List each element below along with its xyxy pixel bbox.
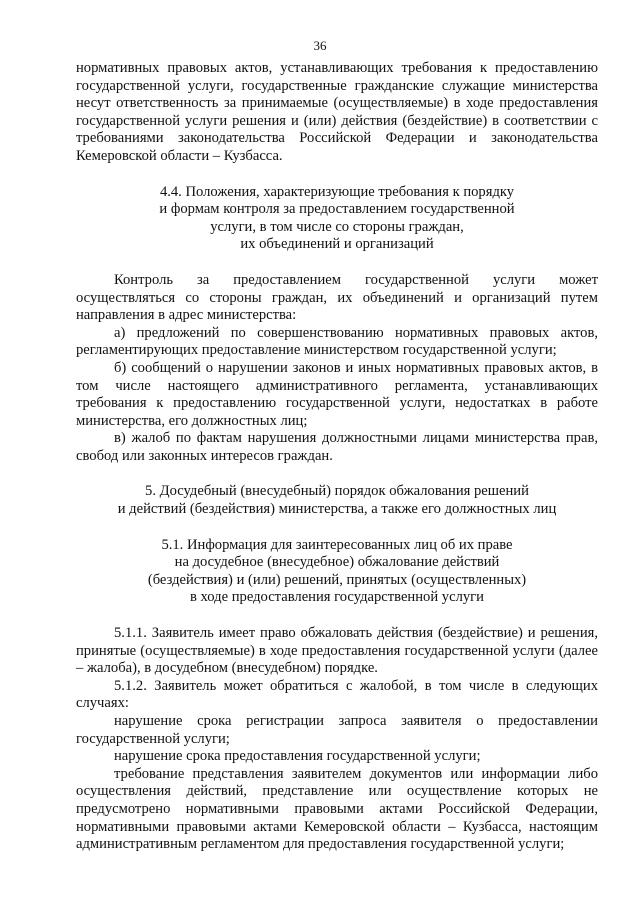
paragraph-case-registration: нарушение срока регистрации запроса заявителя о предоставлении государственной услуги;	[76, 713, 598, 747]
section-4-4-heading-line-3: услуги, в том числе со стороны граждан,	[210, 218, 464, 235]
section-4-4-heading-line-2: и формам контроля за предоставлением государственной	[159, 201, 515, 218]
section-5-1-heading-line-2: на досудебное (внесудебное) обжалование действий	[174, 554, 500, 571]
section-5-1-heading-line-4: в ходе предоставления государственной услуги	[190, 589, 484, 606]
paragraph-5-1-2: 5.1.2. Заявитель может обратиться с жалобой, в том числе в следующих случаях:	[76, 677, 598, 712]
paragraph-continuation: нормативных правовых актов, устанавливающих требования к предоставлению государственной услуги, государственные гражданские служащие министерства несут ответственность за принимаемые (осуществляемые) в ходе предоставления государственной услуги решения и (или) действия (бездействие) в соответствии с требованиями законодательства Российской Федерации и законодательства Кемеровской области – Кузбасса.	[76, 60, 598, 164]
section-5-heading-line-1: 5. Досудебный (внесудебный) порядок обжалования решений	[145, 483, 529, 500]
paragraph-item-a: а) предложений по совершенствованию нормативных правовых актов, регламентирующих предоставление министерством государственной услуги;	[76, 324, 598, 359]
paragraph-case-documents: требование представления заявителем документов или информации либо осуществления действий, представление или осуществление которых не предусмотрено нормативными правовыми актами Российской Федерации, нормативными правовыми актами Кемеровской области – Кузбасса, настоящим административным регламентом для предоставления государственной услуги;	[76, 765, 598, 853]
paragraph-item-c: в) жалоб по фактам нарушения должностными лицами министерства прав, свобод или законных интересов граждан.	[76, 430, 598, 464]
paragraph-case-deadline: нарушение срока предоставления государственной услуги;	[114, 748, 481, 765]
page-number: 36	[313, 38, 327, 53]
section-5-1-heading-line-1: 5.1. Информация для заинтересованных лиц об их праве	[161, 536, 513, 553]
section-4-4-heading-line-1: 4.4. Положения, характеризующие требования к порядку	[159, 183, 515, 200]
paragraph-5-1-1: 5.1.1. Заявитель имеет право обжаловать действия (бездействие) и решения, принятые (осуществляемые) в ходе предоставления государственной услуги (далее – жалоба), в досудебном (внесудебном) порядке.	[76, 625, 598, 677]
paragraph-item-b: б) сообщений о нарушении законов и иных нормативных правовых актов, в том числе настоящего административного регламента, устанавливающих требования к предоставлению государственной услуги, недостатках в работе министерства, его должностных лиц;	[76, 359, 598, 429]
section-5-1-heading-line-3: (бездействия) и (или) решений, принятых (осуществленных)	[147, 571, 527, 588]
section-4-4-heading-line-4: их объединений и организаций	[240, 236, 434, 253]
paragraph-control: Контроль за предоставлением государственной услуги может осуществляться со стороны граждан, их объединений и организаций путем направления в адрес министерства:	[76, 271, 598, 324]
document-body	[76, 60, 598, 854]
section-5-heading-line-2: и действий (бездействия) министерства, а также его должностных лиц	[117, 501, 557, 518]
